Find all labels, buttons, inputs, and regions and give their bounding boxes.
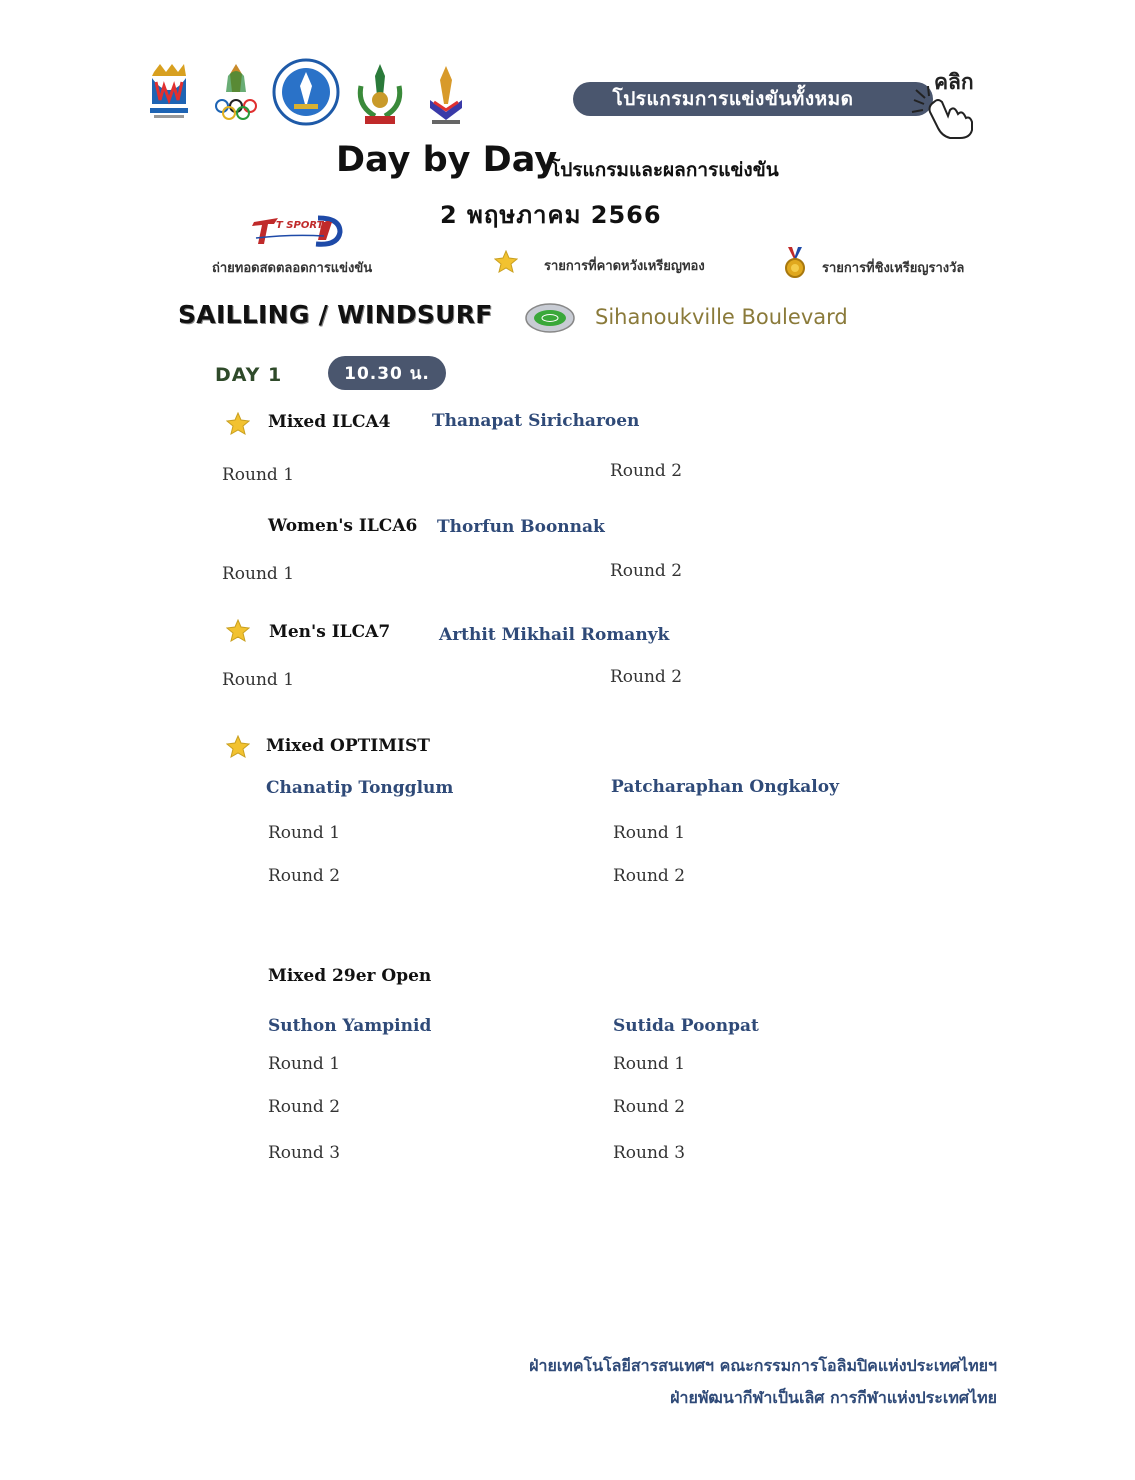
venue-name: Sihanoukville Boulevard [595,305,848,329]
round-label: Round 2 [610,561,683,581]
athlete-name: Thanapat Siricharoen [432,411,640,431]
nsdf-logo [422,64,470,130]
cambodia-2023-logo [146,62,192,128]
all-programs-button[interactable]: โปรแกรมการแข่งขันทั้งหมด [573,82,933,116]
event-name: Mixed OPTIMIST [266,736,430,756]
round-label: Round 2 [613,1097,686,1117]
sport-title: SAILLING / WINDSURF [178,300,493,329]
event-name: Mixed 29er Open [268,966,432,986]
round-label: Round 2 [610,461,683,481]
round-label: Round 1 [268,1054,341,1074]
tsports-logo [252,214,344,248]
round-label: Round 2 [268,1097,341,1117]
gold-star-icon [494,250,518,277]
gold-star-icon [226,735,250,762]
round-label: Round 2 [610,667,683,687]
athlete-name: Chanatip Tongglum [266,778,454,798]
round-label: Round 1 [222,670,295,690]
round-label: Round 1 [268,823,341,843]
event-name: Mixed ILCA4 [268,412,391,432]
round-label: Round 2 [613,866,686,886]
round-label: Round 2 [268,866,341,886]
athlete-name: Suthon Yampinid [268,1016,432,1036]
medal-icon [784,247,806,283]
footer-line-2: ฝ่ายพัฒนากีฬาเป็นเลิศ การกีฬาแห่งประเทศไทย [670,1388,997,1407]
start-time-badge: 10.30 น. [328,356,446,390]
athlete-name: Thorfun Boonnak [437,517,605,537]
page-title: Day by Day [336,140,558,180]
athlete-name: Patcharaphan Ongkaloy [611,777,839,797]
day-label: DAY 1 [215,364,283,386]
page-subtitle: โปรแกรมและผลการแข่งขัน [550,159,779,181]
stadium-icon [525,298,575,342]
athlete-name: Arthit Mikhail Romanyk [439,625,670,645]
pointing-hand-icon[interactable] [910,86,976,144]
click-label[interactable]: คลิก [934,70,974,94]
medal-event-label: รายการที่ชิงเหรียญรางวัล [822,261,965,276]
gold-star-icon [226,619,250,646]
round-label: Round 1 [222,465,295,485]
round-label: Round 1 [613,823,686,843]
round-label: Round 3 [613,1143,686,1163]
round-label: Round 3 [268,1143,341,1163]
event-name: Women's ILCA6 [268,516,418,536]
gold-expected-label: รายการที่คาดหวังเหรียญทอง [544,259,705,274]
footer-line-1: ฝ่ายเทคโนโลยีสารสนเทศฯ คณะกรรมการโอลิมปิคแห่งประเทศไทยฯ [529,1356,997,1375]
live-broadcast-label: ถ่ายทอดสดตลอดการแข่งขัน [212,261,373,276]
tsports-logo-text: T SPORTS [276,220,331,231]
sports-authority-emblem [355,62,405,130]
event-date: 2 พฤษภาคม 2566 [440,201,662,229]
athlete-name: Sutida Poonpat [613,1016,759,1036]
olympic-committee-logo [212,62,260,128]
sports-authority-seal [272,58,340,130]
event-name: Men's ILCA7 [269,622,391,642]
round-label: Round 1 [222,564,295,584]
gold-star-icon [226,412,250,439]
round-label: Round 1 [613,1054,686,1074]
